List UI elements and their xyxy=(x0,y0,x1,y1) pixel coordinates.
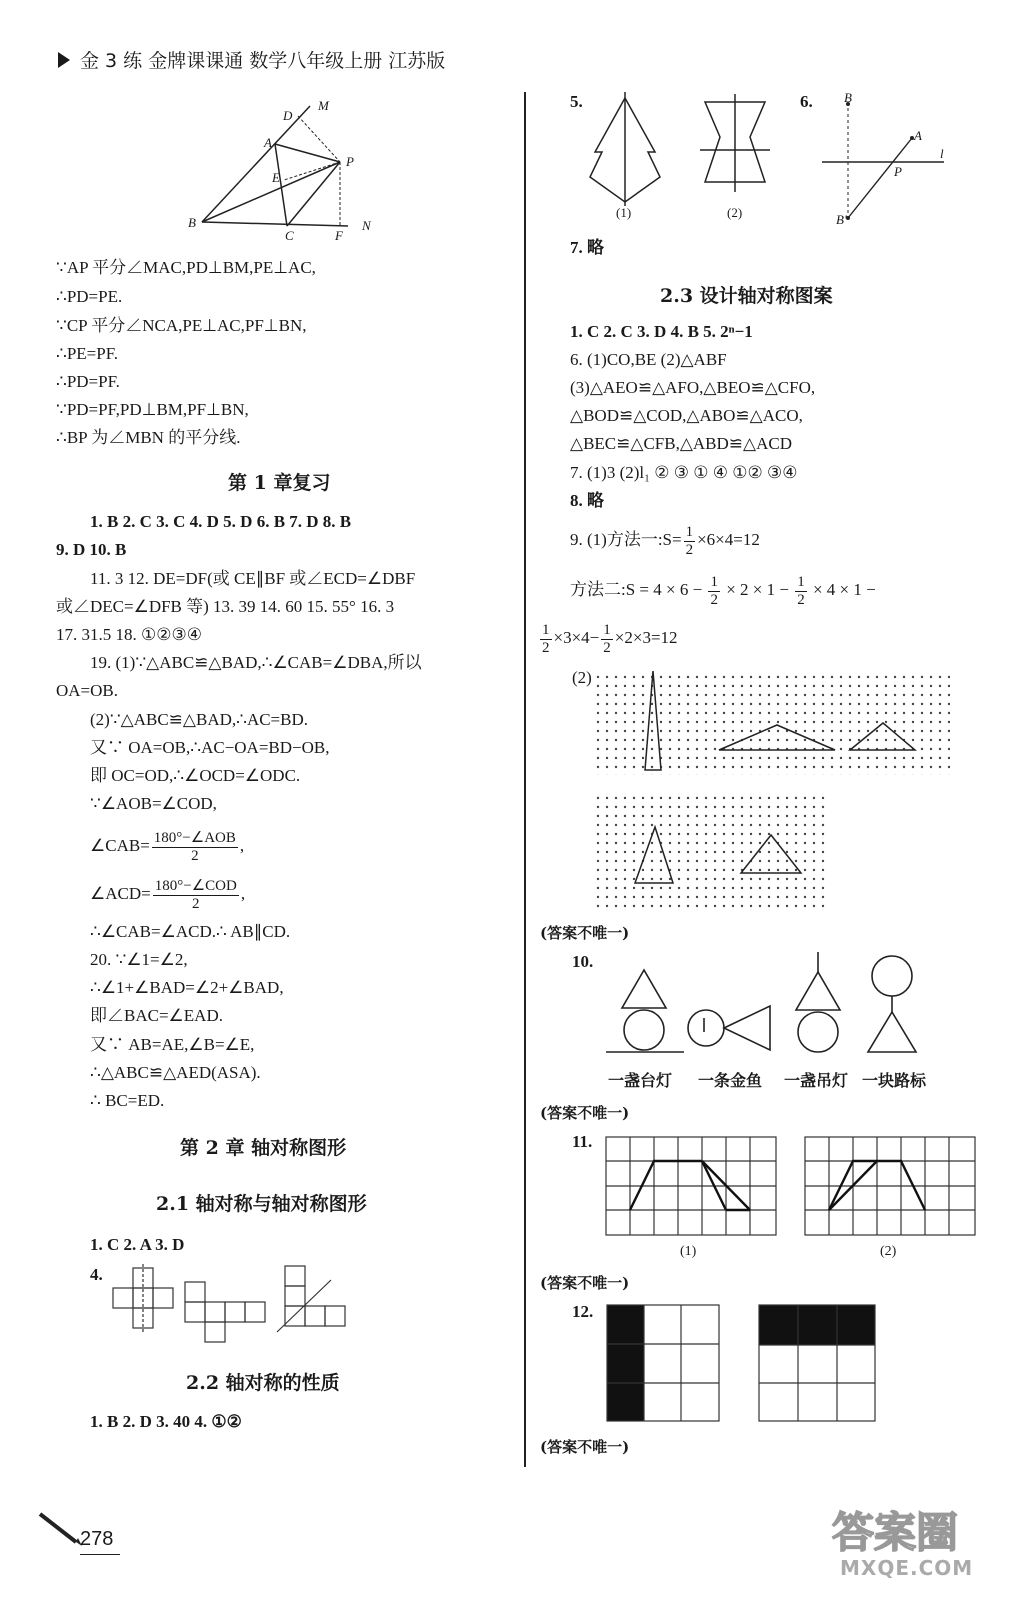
label-C: C xyxy=(285,228,294,242)
caption-q11-2: (2) xyxy=(880,1244,897,1259)
chapter-title: 第 2 章 轴对称图形 xyxy=(180,1137,347,1159)
answer-line: 1. C 2. C 3. D 4. B 5. 2ⁿ−1 xyxy=(570,322,753,341)
question-number: 5. xyxy=(570,92,583,111)
q12-grid-2 xyxy=(758,1304,878,1424)
caption-lamp: 一盏台灯 xyxy=(608,1071,673,1090)
answer-line: (3)△AEO≌△AFO,△BEO≌△CFO, xyxy=(570,378,816,397)
answer-line: 又∵ OA=OB,∴AC−OA=BD−OB, xyxy=(90,738,330,757)
label-B: B xyxy=(188,215,196,230)
q9-method1: 9. (1)方法一:S= $\frac{1}{2}$ ×6×4=12 xyxy=(570,523,760,558)
q6-figure xyxy=(818,92,958,232)
proof-line: ∵CP 平分∠NCA,PE⊥AC,PF⊥BN, xyxy=(56,316,307,335)
page-number: 278 xyxy=(80,1528,114,1550)
answer-line: ∴∠CAB=∠ACD.∴ AB∥CD. xyxy=(90,922,291,941)
answer-line: ∴△ABC≌△AED(ASA). xyxy=(90,1063,261,1082)
section-title-review: 第 1 章复习 xyxy=(228,472,331,494)
proof-line: ∴PD=PE. xyxy=(56,287,123,306)
q12-grid-1 xyxy=(606,1304,722,1424)
answer-line: △BOD≌△COD,△ABO≌△ACO, xyxy=(570,406,803,425)
q5-figures xyxy=(580,92,790,222)
caption-goldfish: 一条金鱼 xyxy=(698,1071,763,1090)
label-N: N xyxy=(362,218,371,233)
question-number: 12. xyxy=(572,1302,594,1321)
answer-line: 11. 3 12. DE=DF(或 CE∥BF 或∠ECD=∠DBF xyxy=(90,569,416,588)
fraction-line-acd: ∠ACD= $\frac{\text{180°−∠COD}}{2}$ , xyxy=(90,877,246,912)
caption-q11-1: (1) xyxy=(680,1244,697,1259)
q9-dot-grid-bottom xyxy=(595,795,830,915)
answer-line: 7. (1)3 (2)l₁ ② ③ ① ④ ①② ③④ xyxy=(570,463,798,482)
label-A: A xyxy=(914,128,922,143)
answer-line: 20. ∵∠1=∠2, xyxy=(90,950,188,969)
note-not-unique: (答案不唯一) xyxy=(540,1104,630,1122)
q11-grid-2 xyxy=(804,1136,979,1238)
proof-line: ∵PD=PF,PD⊥BM,PF⊥BN, xyxy=(56,400,249,419)
label-E: E xyxy=(272,170,280,185)
answer-line: 8. 略 xyxy=(570,491,604,510)
label-F: F xyxy=(335,228,343,242)
play-triangle-icon xyxy=(56,50,72,70)
answer-line: 又∵ AB=AE,∠B=∠E, xyxy=(90,1035,255,1054)
fraction-line-cab: ∠CAB= $\frac{\text{180°−∠AOB}}{2}$ , xyxy=(90,829,245,864)
caption-1: (1) xyxy=(616,205,632,220)
question-number: 6. xyxy=(800,92,813,111)
axis-symmetric-shapes-figure xyxy=(105,1262,355,1347)
answer-line: ∵∠AOB=∠COD, xyxy=(90,794,217,813)
answer-line: 19. (1)∵△ABC≌△BAD,∴∠CAB=∠DBA,所以 xyxy=(90,653,422,672)
section-title-2-2: 2.2 轴对称的性质 xyxy=(186,1372,340,1394)
answer-line: (2)∵△ABC≌△BAD,∴AC=BD. xyxy=(90,710,309,729)
watermark-logo xyxy=(832,1500,1012,1590)
proof-line: ∴PD=PF. xyxy=(56,372,120,391)
answer-line: 4. xyxy=(90,1265,103,1284)
geometry-figure-bisector xyxy=(180,92,390,242)
label-P: P xyxy=(346,154,354,169)
answer-line: ∴∠1+∠BAD=∠2+∠BAD, xyxy=(90,978,284,997)
proof-line: ∴PE=PF. xyxy=(56,344,119,363)
label-D: D xyxy=(283,108,293,123)
pencil-icon xyxy=(36,1508,86,1548)
q9-method2-cont: $\frac{1}{2}$ ×3×4− $\frac{1}{2}$ ×2×3=12 xyxy=(542,621,678,656)
label-M: M xyxy=(318,98,329,113)
q9-part2-label: (2) xyxy=(572,668,592,687)
answer-line: 或∠DEC=∠DFB 等) 13. 39 14. 60 15. 55° 16. 3 xyxy=(56,597,395,616)
caption-hanging-lamp: 一盏吊灯 xyxy=(784,1071,849,1090)
watermark-url: MXQE.COM xyxy=(840,1556,974,1580)
header-title: 金 3 练 金牌课课通 数学八年级上册 江苏版 xyxy=(80,50,446,72)
answer-line: △BEC≌△CFB,△ABD≌△ACD xyxy=(570,434,793,453)
label-l: l xyxy=(940,146,944,161)
watermark-text: 答案圈 xyxy=(832,1508,959,1557)
answer-line: ∴ BC=ED. xyxy=(90,1091,165,1110)
label-B-prime: B' xyxy=(836,212,847,227)
answer-line: 7. 略 xyxy=(570,238,604,257)
answer-line: 9. D 10. B xyxy=(56,540,127,559)
label-P: P xyxy=(894,164,902,179)
q9-dot-grid-top xyxy=(595,665,950,775)
caption-2: (2) xyxy=(727,205,743,220)
q10-figures xyxy=(600,952,930,1062)
label-B: B xyxy=(844,92,852,105)
proof-line: ∴BP 为∠MBN 的平分线. xyxy=(56,428,241,447)
note-not-unique: (答案不唯一) xyxy=(540,1438,630,1456)
question-number: 11. xyxy=(572,1132,593,1151)
answer-line: 1. B 2. D 3. 40 4. ①② xyxy=(90,1412,242,1431)
answer-line: 即 OC=OD,∴∠OCD=∠ODC. xyxy=(90,766,301,785)
note-not-unique: (答案不唯一) xyxy=(540,924,630,942)
section-title-2-1: 2.1 轴对称与轴对称图形 xyxy=(156,1193,367,1215)
answer-line: 1. C 2. A 3. D xyxy=(90,1235,185,1254)
caption-road-sign: 一块路标 xyxy=(862,1071,927,1090)
answer-line: 17. 31.5 18. ①②③④ xyxy=(56,625,202,644)
section-title-2-3: 2.3 设计轴对称图案 xyxy=(660,285,833,307)
answer-line: 6. (1)CO,BE (2)△ABF xyxy=(570,350,727,369)
q11-grid-1 xyxy=(605,1136,780,1238)
answer-line: 即∠BAC=∠EAD. xyxy=(90,1006,223,1025)
page-number-underline xyxy=(80,1554,120,1555)
answer-line: 1. B 2. C 3. C 4. D 5. D 6. B 7. D 8. B xyxy=(90,512,352,531)
note-not-unique: (答案不唯一) xyxy=(540,1274,630,1292)
column-divider xyxy=(524,92,526,1467)
proof-line: ∵AP 平分∠MAC,PD⊥BM,PE⊥AC, xyxy=(56,258,316,277)
answer-line: OA=OB. xyxy=(56,681,119,700)
label-A: A xyxy=(264,135,272,150)
q9-method2: 方法二:S = 4 × 6 − $\frac{1}{2}$ × 2 × 1 − $\frac{1}{2}$ × 4 × 1 − xyxy=(570,573,876,608)
question-number: 10. xyxy=(572,952,594,971)
